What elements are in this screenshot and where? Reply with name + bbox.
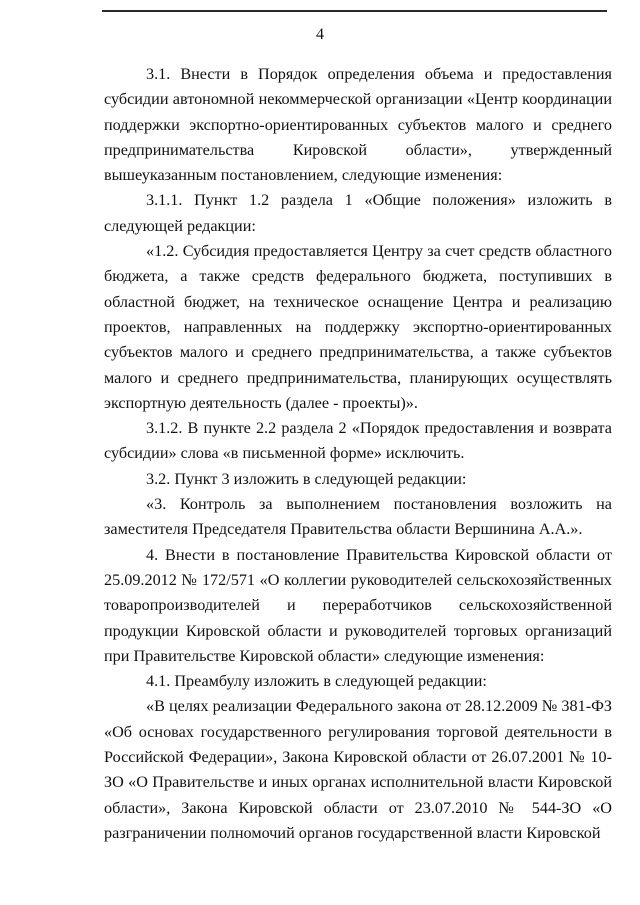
- document-body: [104, 62, 612, 846]
- paragraph-4-1: 4.1. Преамбулу изложить в следующей редакции:: [146, 672, 487, 691]
- paragraph-1-2-quote: «1.2. Субсидия предоставляется Центру за счет средств областного бюджета, а также средств федерального бюджета, поступивших в областной бюджет, на техническое оснащение Центра и реализацию проектов, направленных на поддержку экспортно-ориентированных субъектов малого и среднего предпринимательства, а также субъектов малого и среднего предпринимательства, планирующих осуществлять экспортную деятельность (далее - проекты)».: [104, 242, 612, 412]
- paragraph-3-quote: «3. Контроль за выполнением постановления возложить на заместителя Председателя Правительства области Вершинина А.А.».: [104, 495, 612, 539]
- top-rule: [102, 10, 607, 12]
- paragraph-3-2: 3.2. Пункт 3 изложить в следующей редакции:: [146, 469, 467, 488]
- paragraph-3-1: 3.1. Внести в Порядок определения объема и предоставления субсидии автономной некоммерческой организации «Центр координации поддержки экспортно-ориентированных субъектов малого и среднего предпринимательства Кировской области», утвержденный вышеуказанным постановлением, следующие изменения:: [104, 65, 612, 185]
- paragraph-4: 4. Внести в постановление Правительства Кировской области от 25.09.2012 № 172/571 «О коллегии руководителей сельскохозяйственных товаропроизводителей и переработчиков сельскохозяйственной продукции Кировской области и руководителей торговых организаций при Правительстве Кировской области» следующие изменения:: [104, 545, 612, 665]
- paragraph-preamble-quote: «В целях реализации Федерального закона от 28.12.2009 № 381-ФЗ «Об основах государственного регулирования торговой деятельности в Российской Федерации», Закона Кировской области от 26.07.2001 № 10-ЗО «О Правительстве и иных органах исполнительной власти Кировской области», Закона Кировской области от 23.07.2010 № 544-ЗО «О разграничении полномочий органов государственной власти Кировской: [104, 697, 612, 842]
- paragraph-3-1-1: 3.1.1. Пункт 1.2 раздела 1 «Общие положения» изложить в следующей редакции:: [104, 191, 612, 235]
- paragraph-3-1-2: 3.1.2. В пункте 2.2 раздела 2 «Порядок предоставления и возврата субсидии» слова «в письменной форме» исключить.: [104, 419, 612, 463]
- page-number: 4: [316, 26, 324, 43]
